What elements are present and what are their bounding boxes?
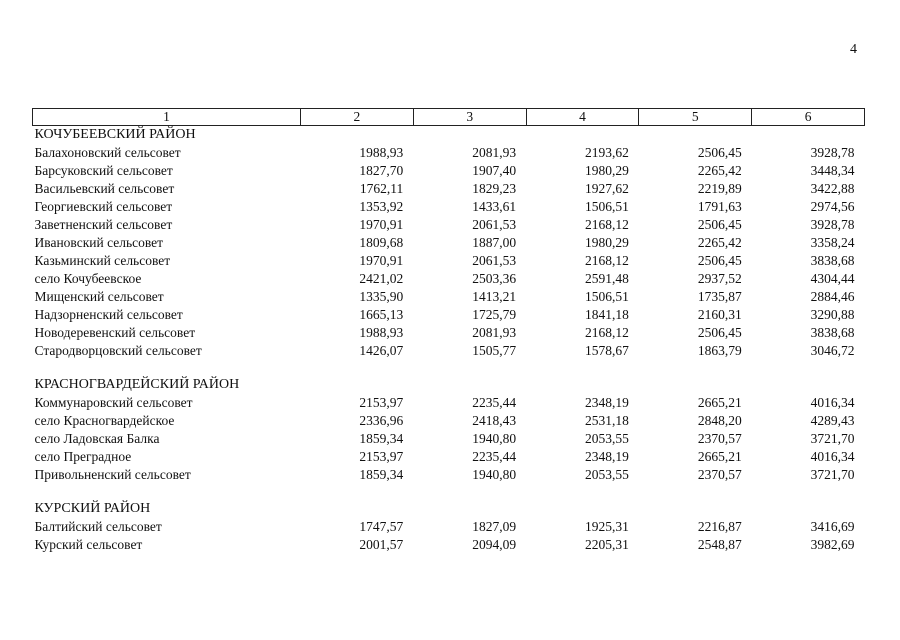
value-cell: 3838,68 [810, 325, 855, 340]
value-cell: 1980,29 [585, 163, 629, 178]
settlement-name: Новодеревенский сельсовет [34, 325, 196, 340]
settlement-name: Привольненский сельсовет [34, 467, 191, 482]
table-row [33, 144, 865, 162]
value-cell: 3358,24 [810, 235, 855, 250]
value-cell: 1762,11 [359, 181, 404, 196]
value-cell: 1927,62 [585, 181, 629, 196]
value-cell: 1578,67 [585, 343, 629, 358]
value-cell: 2001,57 [359, 537, 404, 552]
value-cell: 2265,42 [697, 163, 742, 178]
value-cell: 3838,68 [810, 253, 855, 268]
table-row [33, 536, 865, 554]
value-cell: 1665,13 [359, 307, 404, 322]
value-cell: 3928,78 [810, 217, 855, 232]
district-row [33, 126, 865, 145]
table-row [33, 430, 865, 448]
settlement-name: Мищенский сельсовет [34, 289, 164, 304]
column-header: 1 [33, 109, 301, 126]
spacer-cell [33, 484, 865, 500]
value-cell: 3448,34 [810, 163, 855, 178]
value-cell: 2235,44 [472, 395, 517, 410]
settlement-name: Барсуковский сельсовет [34, 163, 173, 178]
settlement-name: Курский сельсовет [34, 537, 143, 552]
value-cell: 2503,36 [472, 271, 517, 286]
value-cell: 2506,45 [697, 217, 742, 232]
value-cell: 2421,02 [359, 271, 404, 286]
value-cell: 1925,31 [585, 519, 629, 534]
value-cell: 1413,21 [472, 289, 517, 304]
value-cell: 1747,57 [359, 519, 404, 534]
settlement-name: Васильевский сельсовет [34, 181, 175, 196]
column-header: 4 [526, 109, 639, 126]
value-cell: 2348,19 [585, 449, 629, 464]
value-cell: 1791,63 [697, 199, 742, 214]
value-cell: 2265,42 [697, 235, 742, 250]
district-row [33, 500, 865, 518]
value-cell: 2974,56 [810, 199, 855, 214]
value-cell: 2348,19 [585, 395, 629, 410]
value-cell: 2205,31 [585, 537, 629, 552]
settlement-name: Георгиевский сельсовет [34, 199, 173, 214]
table-row [33, 324, 865, 342]
value-cell: 1940,80 [472, 467, 517, 482]
settlement-name: Балтийский сельсовет [34, 519, 162, 534]
value-cell: 3046,72 [810, 343, 855, 358]
value-cell: 1907,40 [472, 163, 517, 178]
settlement-name: Стародворцовский сельсовет [34, 343, 202, 358]
value-cell: 2665,21 [697, 395, 742, 410]
district-title: КРАСНОГВАРДЕЙСКИЙ РАЙОН [34, 377, 240, 392]
value-cell: 1827,70 [359, 163, 404, 178]
value-cell: 1829,23 [472, 181, 517, 196]
value-cell: 2193,62 [585, 145, 629, 160]
value-cell: 2506,45 [697, 145, 742, 160]
value-cell: 1859,34 [359, 431, 404, 446]
value-cell: 4304,44 [810, 271, 855, 286]
column-header: 3 [413, 109, 526, 126]
value-cell: 2081,93 [472, 325, 517, 340]
table-row [33, 288, 865, 306]
value-cell: 3416,69 [810, 519, 855, 534]
value-cell: 2168,12 [585, 253, 629, 268]
value-cell: 2235,44 [472, 449, 517, 464]
column-header: 5 [639, 109, 752, 126]
district-title: КОЧУБЕЕВСКИЙ РАЙОН [34, 127, 196, 142]
value-cell: 3721,70 [810, 467, 855, 482]
column-header: 2 [301, 109, 414, 126]
value-cell: 3721,70 [810, 431, 855, 446]
settlement-name: село Красногвардейское [34, 413, 175, 428]
table-row [33, 198, 865, 216]
header-row [33, 109, 865, 126]
table-row [33, 180, 865, 198]
table-row [33, 306, 865, 324]
value-cell: 2370,57 [697, 431, 742, 446]
settlement-name: Казьминский сельсовет [34, 253, 171, 268]
value-cell: 2506,45 [697, 325, 742, 340]
settlement-name: Коммунаровский сельсовет [34, 395, 193, 410]
value-cell: 1887,00 [472, 235, 517, 250]
value-cell: 4289,43 [810, 413, 855, 428]
value-cell: 2081,93 [472, 145, 517, 160]
value-cell: 2548,87 [697, 537, 742, 552]
settlement-name: село Преградное [34, 449, 132, 464]
settlement-name: Заветненский сельсовет [34, 217, 173, 232]
table-row [33, 216, 865, 234]
value-cell: 1506,51 [585, 199, 629, 214]
value-cell: 1506,51 [585, 289, 629, 304]
spacer-cell [33, 360, 865, 376]
value-cell: 1988,93 [359, 325, 404, 340]
value-cell: 2053,55 [585, 467, 629, 482]
value-cell: 1426,07 [359, 343, 404, 358]
value-cell: 2665,21 [697, 449, 742, 464]
value-cell: 2418,43 [472, 413, 517, 428]
value-cell: 2506,45 [697, 253, 742, 268]
value-cell: 1863,79 [697, 343, 742, 358]
column-header: 6 [752, 109, 865, 126]
value-cell: 2168,12 [585, 217, 629, 232]
value-cell: 1841,18 [585, 307, 629, 322]
settlement-name: Надзорненский сельсовет [34, 307, 183, 322]
section-spacer [33, 484, 865, 500]
value-cell: 2061,53 [472, 217, 517, 232]
value-cell: 2370,57 [697, 467, 742, 482]
value-cell: 1725,79 [472, 307, 517, 322]
value-cell: 1735,87 [697, 289, 742, 304]
table-row [33, 270, 865, 288]
value-cell: 2219,89 [697, 181, 742, 196]
section-spacer [33, 360, 865, 376]
value-cell: 3928,78 [810, 145, 855, 160]
value-cell: 1505,77 [472, 343, 517, 358]
value-cell: 3422,88 [810, 181, 855, 196]
value-cell: 2160,31 [697, 307, 742, 322]
value-cell: 2591,48 [585, 271, 629, 286]
settlement-name: Балахоновский сельсовет [34, 145, 181, 160]
value-cell: 2336,96 [359, 413, 404, 428]
value-cell: 4016,34 [810, 395, 855, 410]
value-cell: 2937,52 [697, 271, 742, 286]
district-row [33, 376, 865, 394]
table-row [33, 448, 865, 466]
value-cell: 2153,97 [359, 449, 404, 464]
table-row [33, 412, 865, 430]
table-row [33, 466, 865, 484]
value-cell: 1980,29 [585, 235, 629, 250]
value-cell: 1988,93 [359, 145, 404, 160]
value-cell: 1809,68 [359, 235, 404, 250]
value-cell: 2061,53 [472, 253, 517, 268]
table-row [33, 518, 865, 536]
value-cell: 1859,34 [359, 467, 404, 482]
value-cell: 1335,90 [359, 289, 404, 304]
table-row [33, 162, 865, 180]
value-cell: 1433,61 [472, 199, 517, 214]
value-cell: 1940,80 [472, 431, 517, 446]
tariff-table [32, 108, 865, 554]
page-number: 4 [850, 42, 857, 57]
value-cell: 3290,88 [810, 307, 855, 322]
settlement-name: село Ладовская Балка [34, 431, 160, 446]
value-cell: 4016,34 [810, 449, 855, 464]
value-cell: 2168,12 [585, 325, 629, 340]
value-cell: 2848,20 [697, 413, 742, 428]
value-cell: 2053,55 [585, 431, 629, 446]
value-cell: 2216,87 [697, 519, 742, 534]
value-cell: 2884,46 [810, 289, 855, 304]
table-row [33, 234, 865, 252]
table-row [33, 252, 865, 270]
value-cell: 1827,09 [472, 519, 517, 534]
value-cell: 2094,09 [472, 537, 517, 552]
table-row [33, 342, 865, 360]
table-row [33, 394, 865, 412]
value-cell: 1970,91 [359, 217, 404, 232]
settlement-name: село Кочубеевское [34, 271, 142, 286]
value-cell: 1970,91 [359, 253, 404, 268]
value-cell: 3982,69 [810, 537, 855, 552]
settlement-name: Ивановский сельсовет [34, 235, 164, 250]
value-cell: 2531,18 [585, 413, 629, 428]
table-body [33, 126, 865, 555]
value-cell: 1353,92 [359, 199, 404, 214]
value-cell: 2153,97 [359, 395, 404, 410]
district-title: КУРСКИЙ РАЙОН [34, 501, 151, 516]
